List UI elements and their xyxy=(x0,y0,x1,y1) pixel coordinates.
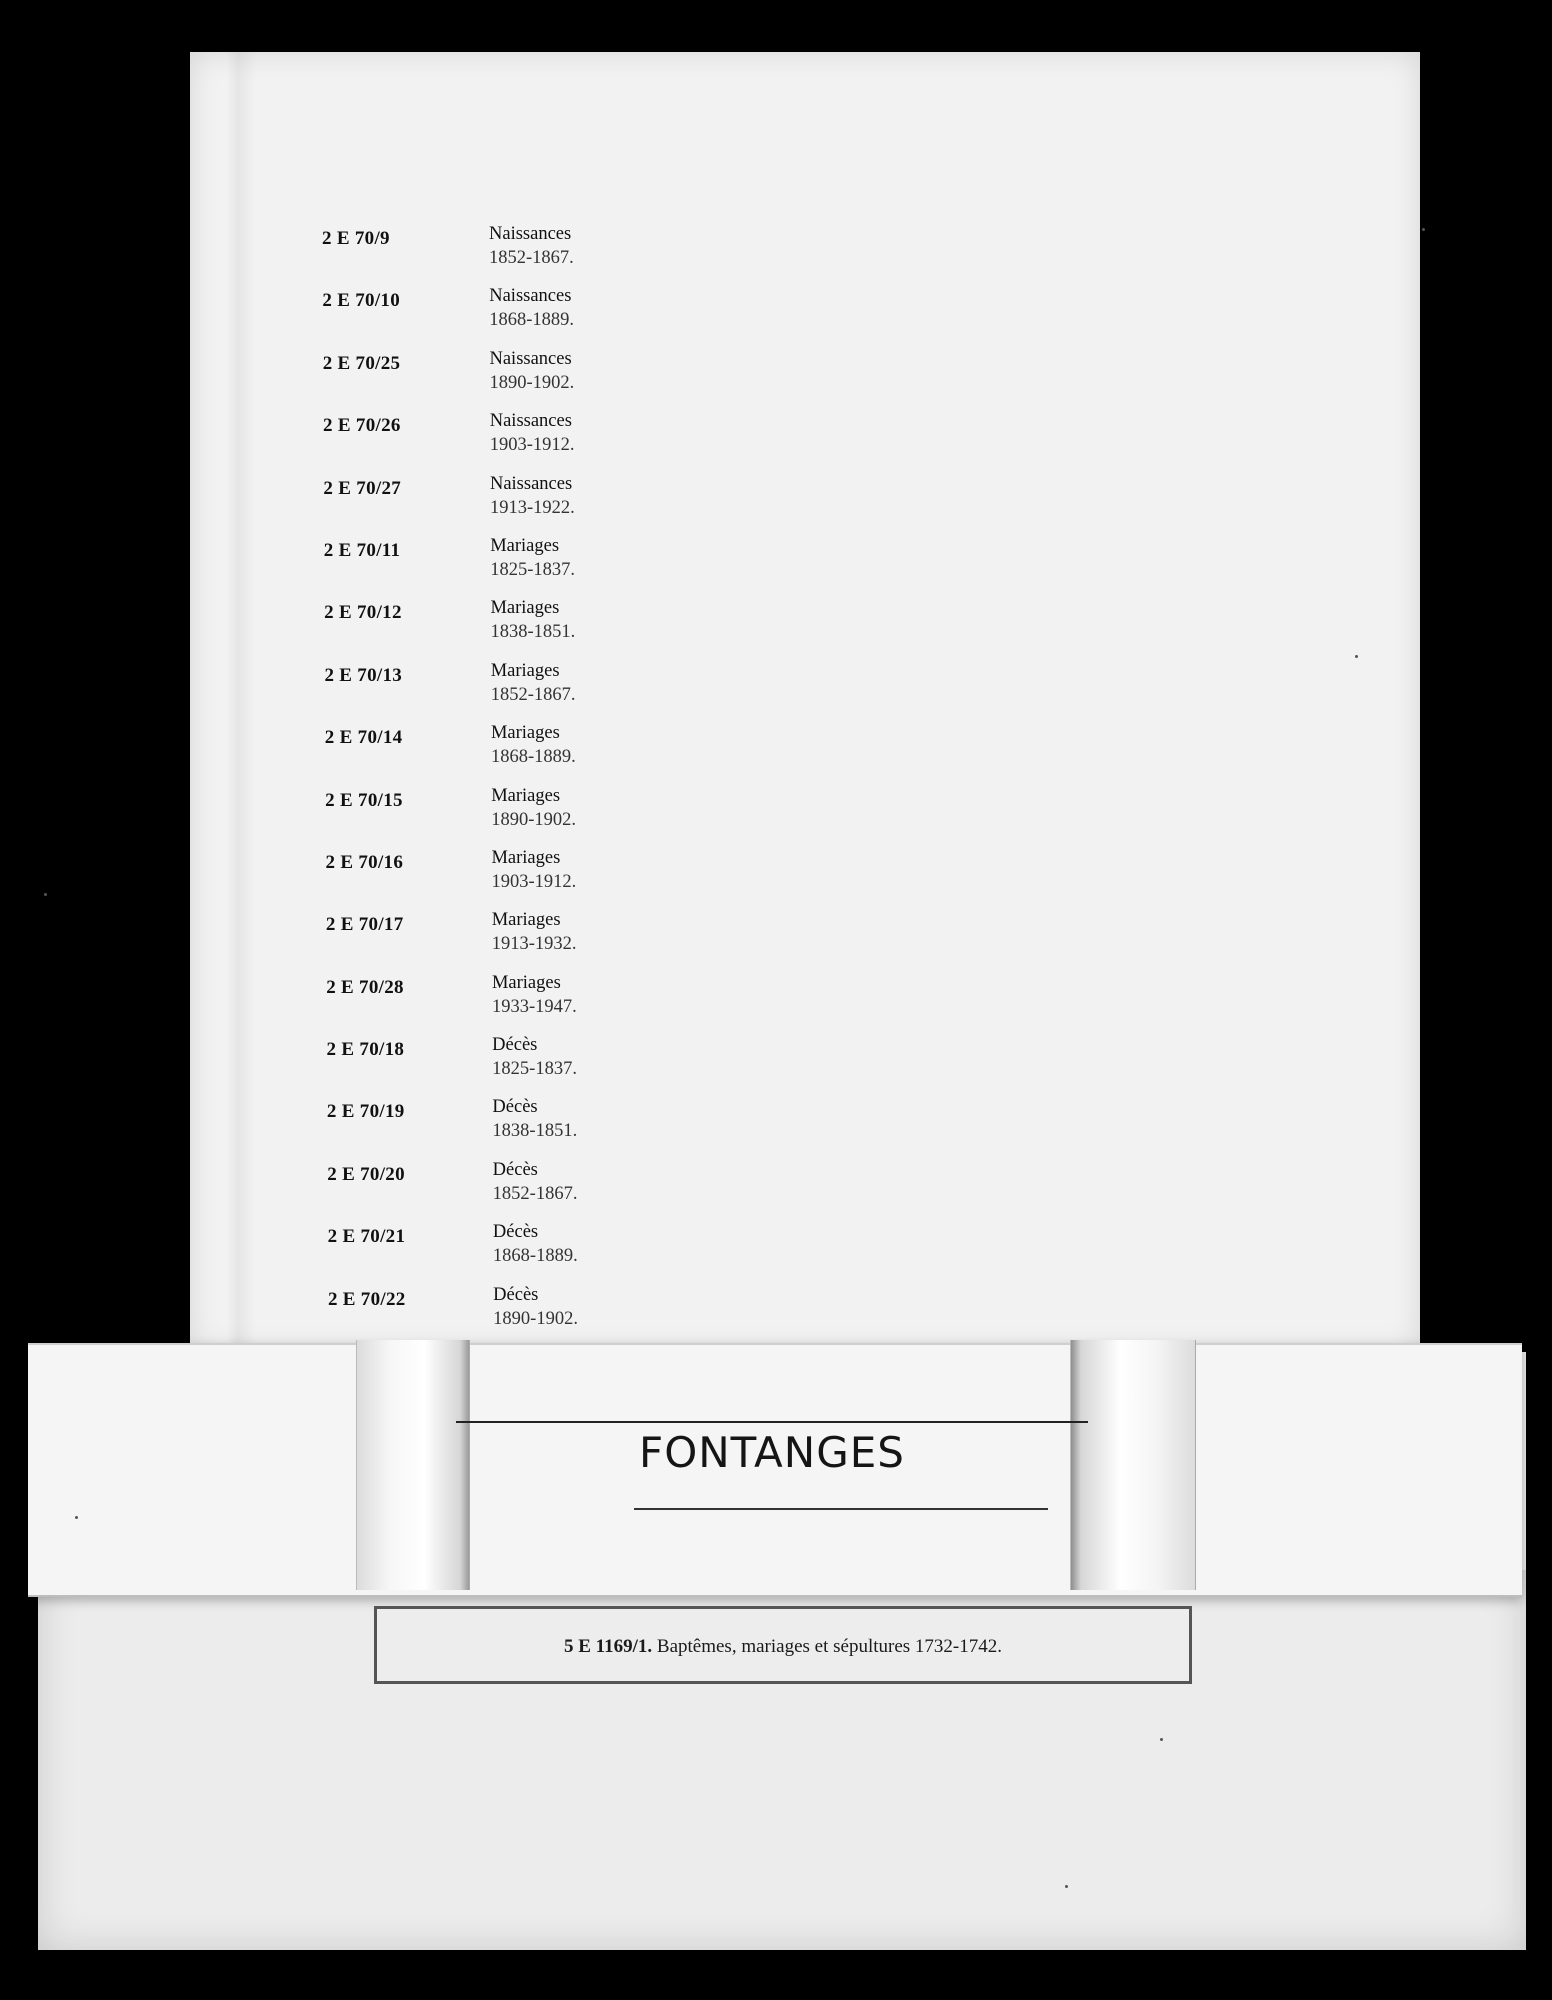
inventory-entry xyxy=(190,969,1420,1031)
place-name-label: FONTANGES xyxy=(639,1428,905,1477)
reference-description: Baptêmes, mariages et sépultures 1732-1742. xyxy=(656,1636,1002,1657)
entry-kind: Mariages xyxy=(491,972,561,993)
dust-speck xyxy=(44,893,47,896)
reference-label-box xyxy=(374,1606,1192,1684)
entry-dates: 1913-1932. xyxy=(491,934,577,955)
entry-kind: Naissances xyxy=(489,286,572,307)
entry-kind: Mariages xyxy=(491,910,561,931)
entry-dates: 1868-1889. xyxy=(490,747,576,768)
inventory-list xyxy=(190,220,1420,1343)
entry-kind: Mariages xyxy=(490,535,560,556)
entry-kind: Mariages xyxy=(490,598,560,619)
inventory-entry xyxy=(190,719,1420,781)
entry-cote: 2 E 70/21 xyxy=(327,1226,406,1248)
band-right-fold xyxy=(1070,1340,1196,1590)
entry-cote: 2 E 70/18 xyxy=(326,1039,405,1061)
entry-cote: 2 E 70/27 xyxy=(323,477,402,499)
inventory-entry xyxy=(190,844,1420,906)
entry-kind: Décès xyxy=(492,1097,538,1118)
entry-cote: 2 E 70/11 xyxy=(323,539,401,561)
entry-cote: 2 E 70/26 xyxy=(323,415,401,437)
band-left-fold xyxy=(356,1340,470,1590)
entry-dates: 1890-1902. xyxy=(493,1308,578,1329)
inventory-entry xyxy=(190,1218,1420,1280)
entry-kind: Décès xyxy=(492,1035,538,1056)
entry-kind: Naissances xyxy=(489,348,572,369)
entry-kind: Décès xyxy=(492,1222,539,1243)
entry-dates: 1913-1922. xyxy=(489,497,575,518)
entry-dates: 1825-1837. xyxy=(492,1059,577,1080)
inventory-entry xyxy=(190,657,1420,719)
label-rule-top xyxy=(456,1421,1088,1423)
entry-dates: 1838-1851. xyxy=(492,1121,578,1142)
dust-speck xyxy=(1160,1738,1163,1741)
entry-cote: 2 E 70/13 xyxy=(324,664,403,686)
entry-dates: 1903-1912. xyxy=(491,871,577,892)
entry-dates: 1825-1837. xyxy=(490,559,576,580)
inventory-entry xyxy=(190,1156,1420,1218)
inventory-entry xyxy=(190,1093,1420,1155)
inventory-sheet xyxy=(190,52,1420,1352)
entry-cote: 2 E 70/10 xyxy=(322,290,400,312)
entry-dates: 1852-1867. xyxy=(492,1183,578,1204)
dust-speck xyxy=(1355,655,1358,658)
dust-speck xyxy=(75,1516,78,1519)
reference-code: 5 E 1169/1. xyxy=(564,1636,653,1657)
inventory-entry xyxy=(190,220,1420,282)
inventory-entry xyxy=(190,782,1420,844)
entry-cote: 2 E 70/15 xyxy=(325,789,403,811)
entry-cote: 2 E 70/28 xyxy=(326,976,404,998)
entry-cote: 2 E 70/22 xyxy=(327,1288,406,1310)
entry-cote: 2 E 70/25 xyxy=(322,352,401,374)
inventory-entry xyxy=(190,282,1420,344)
inventory-entry xyxy=(190,1281,1420,1343)
entry-cote: 2 E 70/16 xyxy=(325,851,404,873)
entry-kind: Mariages xyxy=(490,723,560,744)
inventory-entry xyxy=(190,594,1420,656)
entry-dates: 1852-1867. xyxy=(489,248,574,268)
entry-dates: 1933-1947. xyxy=(491,996,577,1017)
entry-cote: 2 E 70/19 xyxy=(326,1101,405,1123)
inventory-entry xyxy=(190,407,1420,469)
entry-dates: 1838-1851. xyxy=(490,622,576,643)
dust-speck xyxy=(1065,1885,1068,1888)
entry-dates: 1890-1902. xyxy=(489,372,575,393)
inventory-entry xyxy=(190,532,1420,594)
entry-cote: 2 E 70/17 xyxy=(325,914,404,936)
dust-speck xyxy=(1422,228,1425,231)
entry-kind: Mariages xyxy=(491,785,561,806)
entry-dates: 1868-1889. xyxy=(492,1246,578,1267)
label-rule-bottom xyxy=(634,1508,1048,1510)
entry-dates: 1903-1912. xyxy=(489,435,575,456)
entry-cote: 2 E 70/20 xyxy=(327,1163,405,1185)
entry-cote: 2 E 70/14 xyxy=(324,727,403,749)
entry-cote: 2 E 70/12 xyxy=(324,602,402,624)
inventory-entry xyxy=(190,1031,1420,1093)
inventory-entry xyxy=(190,906,1420,968)
entry-kind: Naissances xyxy=(489,224,572,244)
entry-dates: 1868-1889. xyxy=(489,310,575,331)
entry-kind: Mariages xyxy=(490,660,560,681)
inventory-entry xyxy=(190,345,1420,407)
entry-kind: Décès xyxy=(493,1284,539,1305)
entry-cote: 2 E 70/9 xyxy=(322,228,390,249)
reference-label-text xyxy=(377,1636,1189,1658)
inventory-entry xyxy=(190,470,1420,532)
entry-dates: 1890-1902. xyxy=(491,809,576,830)
entry-dates: 1852-1867. xyxy=(490,684,576,705)
entry-kind: Mariages xyxy=(491,847,561,868)
entry-kind: Naissances xyxy=(489,473,573,494)
entry-kind: Naissances xyxy=(489,411,572,432)
entry-kind: Décès xyxy=(492,1159,538,1180)
